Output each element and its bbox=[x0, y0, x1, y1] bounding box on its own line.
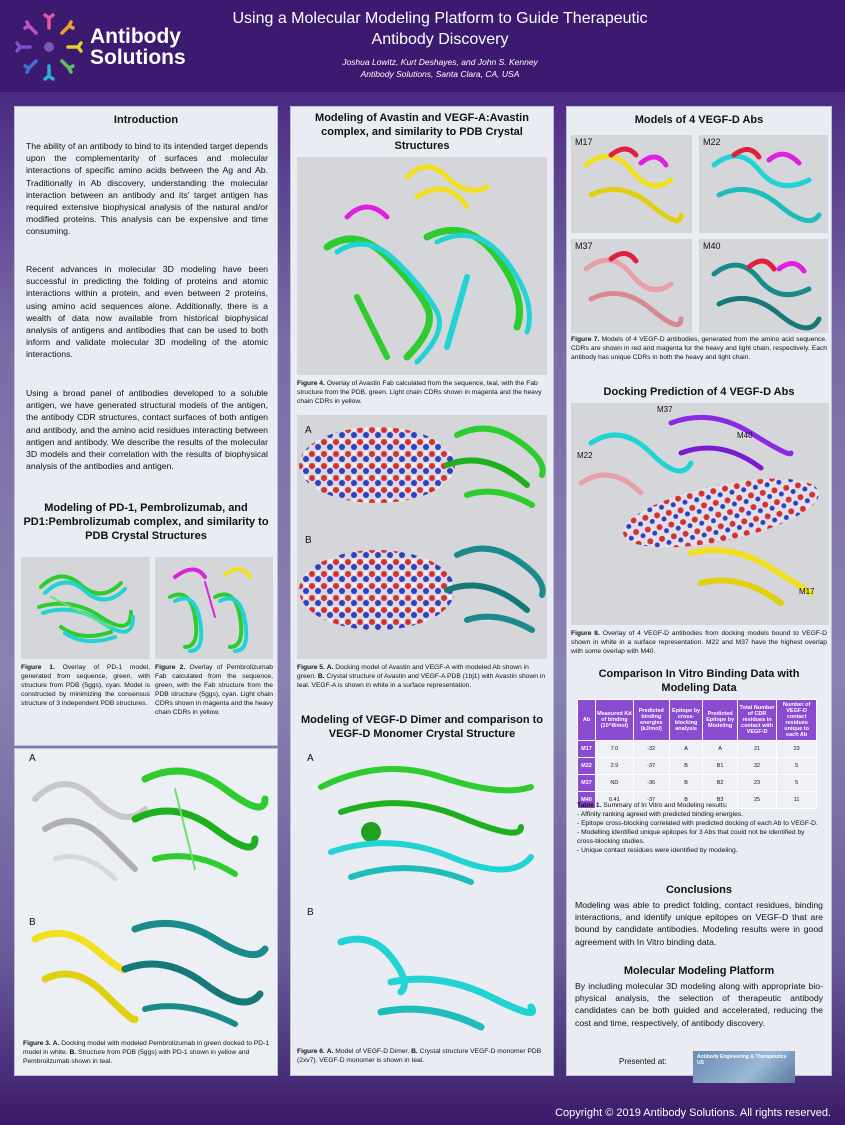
figure-5-caption bbox=[297, 663, 547, 690]
figure-6-caption bbox=[297, 1047, 547, 1065]
list-item: - Epitope cross-blocking correlated with predicted docking of each Ab to VEGF-D. bbox=[577, 820, 818, 827]
figure-2-text: Overlay of Pembrolizumab Fab calculated from the sequence, green, with the Fab structure from the PDB structure (5ggs), cyan. Light chain CDRs shown in magenta and the heavy chain CDRs in yellow. bbox=[155, 664, 274, 716]
table-1-title bbox=[577, 801, 823, 810]
figure-3-b-label: B. bbox=[69, 1049, 77, 1056]
figure-3-label: Figure 3. bbox=[23, 1040, 51, 1047]
authors: Joshua Lowitz, Kurt Deshayes, and John S. Kenney bbox=[342, 57, 538, 67]
figure-7-caption bbox=[571, 335, 827, 362]
figure-4-caption bbox=[297, 379, 547, 406]
figure-7-label: Figure 7. bbox=[571, 336, 600, 343]
binding-table bbox=[577, 699, 817, 809]
model-m40-image bbox=[699, 239, 828, 333]
model-m22-label: M22 bbox=[703, 137, 721, 147]
figure-3-a-label: A. bbox=[52, 1040, 60, 1047]
figure-4-text: Overlay of Avastin Fab calculated from the sequence, teal, with the Fab structure from the PDB, green. Light chain CDRs shown in magenta and the heavy chain CDRs in yellow. bbox=[297, 380, 542, 405]
table-cell: M22 bbox=[578, 758, 596, 775]
figure-6-b-text: Crystal structure VEGF-D monomer PDB (2xv7). VEGF-D monomer is shown in teal. bbox=[297, 1048, 542, 1064]
model-m17-image bbox=[571, 135, 692, 233]
table-cell: B2 bbox=[703, 775, 737, 792]
table-cell: A bbox=[669, 741, 703, 758]
intro-paragraph-3: Using a broad panel of antibodies developed to a soluble antigen, we have generated structural models of the antigen, the antibody CDR structures, contact surfaces of both antigen and antibody, and the amino acid residues interacting between antigen and antibody. We describe the results of the molecular 3D models and their correlation with the results of biophysical analysis of the antibodies and antigen. bbox=[26, 388, 268, 472]
figure-1-caption bbox=[21, 663, 150, 708]
figure-5-b-text: Crystal structure of Avastin and VEGF-A PDB (1bj1) with Avastin shown in teal. VEGF-A is shown in white in a surface representation. bbox=[297, 673, 546, 689]
figure-3b-image bbox=[25, 909, 269, 1034]
table-cell: B bbox=[669, 775, 703, 792]
table-cell: -37 bbox=[633, 792, 669, 809]
binding-heading: Comparison In Vitro Binding Data with Modeling Data bbox=[598, 668, 800, 694]
figure-8-label: Figure 8. bbox=[571, 630, 600, 637]
table-cell: 11 bbox=[777, 792, 817, 809]
docking-label-m37: M37 bbox=[657, 405, 673, 414]
figure-4-label: Figure 4. bbox=[297, 380, 325, 387]
figure-6-a-label: A. bbox=[326, 1048, 334, 1055]
table-cell: B3 bbox=[703, 792, 737, 809]
docking-label-m17: M17 bbox=[799, 587, 815, 596]
model-m40-label: M40 bbox=[703, 241, 721, 251]
brand-name: Antibody Solutions bbox=[90, 25, 186, 69]
list-item: - Modelling identified unique epitopes for 3 Abs that could not be identified by cross-blocking studies. bbox=[577, 829, 805, 845]
table-row bbox=[578, 758, 817, 775]
models-heading: Models of 4 VEGF-D Abs bbox=[634, 114, 764, 126]
conclusions-heading: Conclusions bbox=[665, 884, 732, 896]
antibody-solutions-logo-icon bbox=[14, 12, 84, 82]
figure-6a-image bbox=[301, 757, 545, 887]
poster-header bbox=[0, 0, 845, 92]
table-cell: B1 bbox=[703, 758, 737, 775]
table-1-text: Summary of In Vitro and Modeling results: bbox=[603, 802, 728, 809]
figure-3-a-text: Docking model with modeled Pembrolizumab in green docked to PD-1 model in white. bbox=[23, 1040, 270, 1056]
binding-table-wrap bbox=[577, 699, 817, 809]
figure-8-caption bbox=[571, 629, 827, 656]
table-cell: 5 bbox=[777, 775, 817, 792]
presented-at-label: Presented at: bbox=[619, 1057, 667, 1066]
table-cell: 25 bbox=[737, 792, 776, 809]
model-m22-image bbox=[699, 135, 828, 233]
conference-badge bbox=[693, 1051, 795, 1083]
binding-table-header-row bbox=[578, 700, 817, 741]
intro-paragraph-2: Recent advances in molecular 3D modeling have been successful in predicting the folding of proteins and atomic interactions within a protein, and even between 2 proteins, using amino acid sequences alone. Additionally, there is a wealth of data now available from historical biophysical analysis of antigens and antibodies that can be used to both inform and validate molecular 3D modeling of the atomic interactions. bbox=[26, 264, 268, 360]
model-m17-label: M17 bbox=[575, 137, 593, 147]
model-m37-label: M37 bbox=[575, 241, 593, 251]
table-cell: M17 bbox=[578, 741, 596, 758]
table-cell: 32 bbox=[737, 758, 776, 775]
table-cell: 5 bbox=[777, 758, 817, 775]
figure-6-a-text: Model of VEGF-D Dimer. bbox=[335, 1048, 410, 1055]
column-right bbox=[566, 106, 832, 1076]
table-row bbox=[578, 741, 817, 758]
figure-5-b-label: B. bbox=[317, 673, 325, 680]
figure-3-panel-a: A bbox=[29, 753, 36, 764]
table-cell: M37 bbox=[578, 775, 596, 792]
binding-col-ab: Ab bbox=[578, 700, 596, 741]
table-cell: -36 bbox=[633, 775, 669, 792]
list-item: - Affinity ranking agreed with predicted binding energies. bbox=[577, 811, 744, 818]
pd1-heading: Modeling of PD-1, Pembrolizumab, and PD1:Pembrolizumab complex, and similarity to PDB Crystal Structures bbox=[23, 502, 269, 542]
docking-heading: Docking Prediction of 4 VEGF-D Abs bbox=[603, 386, 795, 398]
figure-1-image bbox=[21, 557, 150, 659]
figure-5-panel-b: B bbox=[305, 535, 312, 546]
table-cell: 23 bbox=[737, 775, 776, 792]
figure-6b-image bbox=[301, 912, 545, 1042]
table-cell: 21 bbox=[737, 741, 776, 758]
table-cell: A bbox=[703, 741, 737, 758]
table-cell: -37 bbox=[633, 758, 669, 775]
binding-col-crossblock: Epitope by cross-blocking analysis bbox=[669, 700, 703, 741]
figure-1-label: Figure 1. bbox=[21, 664, 55, 671]
figure-3-panel-b: B bbox=[29, 917, 36, 928]
binding-col-energy: Predicted binding energies (kJ/mol) bbox=[633, 700, 669, 741]
column-middle bbox=[290, 106, 554, 1076]
affiliation: Antibody Solutions, Santa Clara, CA, USA bbox=[360, 69, 520, 79]
docking-label-m40: M40 bbox=[737, 431, 753, 440]
binding-col-predicted-epitope: Predicted Epitope by Modeling bbox=[703, 700, 737, 741]
intro-paragraph-1: The ability of an antibody to bind to its intended target depends upon the complementarity of surfaces and molecular interactions of specific amino acids between the Ag and Ab. Traditionally in Ab discovery, understanding the molecular interaction between an antibody and its' target antigen has required extensive biophysical analysis of the natural and/or modified proteins. This analysis can be expensive and time consuming. bbox=[26, 141, 268, 237]
list-item: - Unique contact residues were identified by modeling. bbox=[577, 847, 738, 854]
table-cell: B bbox=[669, 792, 703, 809]
table-row bbox=[578, 775, 817, 792]
platform-heading: Molecular Modeling Platform bbox=[623, 965, 775, 977]
copyright-footer: Copyright © 2019 Antibody Solutions. All rights reserved. bbox=[555, 1107, 831, 1119]
figure-5-a-label: A. bbox=[326, 664, 334, 671]
binding-col-cdr-contacts: Total Number of CDR residues in contact with VEGF-D bbox=[737, 700, 776, 741]
table-cell: B bbox=[669, 758, 703, 775]
table-cell: 0.41 bbox=[596, 792, 634, 809]
figure-3-b-text: Structure from PDB (5ggs) with PD-1 shown in yellow and Pembroilzumab shown in teal. bbox=[23, 1049, 250, 1065]
table-cell: 7.0 bbox=[596, 741, 634, 758]
platform-text: By including molecular 3D modeling along with appropriate bio-physical analysis, the selection of therapeutic antibody candidates can be both guided and accelerated, reducing the cost and time, respectively, of antibody discovery. bbox=[575, 981, 823, 1028]
docking-label-m22: M22 bbox=[577, 451, 593, 460]
table-1-caption bbox=[577, 801, 823, 855]
figure-2-caption bbox=[155, 663, 273, 717]
table-cell: ND bbox=[596, 775, 634, 792]
column-left bbox=[14, 106, 278, 746]
figure-6-panel-a: A bbox=[307, 753, 314, 764]
intro-heading: Introduction bbox=[113, 114, 179, 126]
figure-5-panel-a: A bbox=[305, 425, 312, 436]
binding-col-kd: Measured Kd of binding (10^8/mol) bbox=[596, 700, 634, 741]
figure-3-panel bbox=[14, 748, 278, 1076]
conference-name: Antibody Engineering & Therapeutics US bbox=[697, 1054, 787, 1066]
figure-5-image bbox=[297, 415, 547, 659]
figure-8-image bbox=[571, 403, 829, 625]
table-cell: 23 bbox=[777, 741, 817, 758]
binding-col-unique-residues: Number of VEGF-D contact residues unique to each Ab bbox=[777, 700, 817, 741]
figure-5-a-text: Docking model of Avastin and VEGF-A with modeled Ab shown in green. bbox=[297, 664, 529, 680]
vegfd-heading: Modeling of VEGF-D Dimer and comparison to VEGF-D Monomer Crystal Structure bbox=[300, 714, 543, 740]
author-block bbox=[230, 56, 650, 80]
figure-3a-image bbox=[25, 759, 269, 894]
model-m37-image bbox=[571, 239, 692, 333]
table-1-notes bbox=[577, 810, 823, 855]
table-1-label: Table 1. bbox=[577, 802, 602, 809]
figure-5-label: Figure 5. bbox=[297, 664, 325, 671]
avastin-heading: Modeling of Avastin and VEGF-A:Avastin complex, and similarity to PDB Crystal Structures bbox=[315, 112, 529, 152]
figure-6-label: Figure 6. bbox=[297, 1048, 325, 1055]
figure-2-image bbox=[155, 557, 273, 659]
table-cell: -32 bbox=[633, 741, 669, 758]
figure-6-b-label: B. bbox=[411, 1048, 418, 1055]
figure-4-image bbox=[297, 157, 547, 375]
table-cell: 2.9 bbox=[596, 758, 634, 775]
conclusions-text: Modeling was able to predict folding, contact residues, binding interactions, and identify unique epitopes on VEGF-D that are bound by candidate antibodies. Modeling results were in good agreement with In Vitro binding data. bbox=[575, 900, 823, 947]
figure-7-text: Models of 4 VEGF-D antibodies, generated from the amino acid sequence. CDRs are shown in red and magenta for the heavy and light chain, respectively. Each antibody has unique CDRs in both the heavy and light chain. bbox=[571, 336, 827, 361]
figure-2-label: Figure 2. bbox=[155, 664, 186, 671]
figure-3-caption bbox=[23, 1039, 271, 1066]
figure-1-text: Overlay of PD-1 model, generated from sequence, green, with structure from PDB (5ggs), cyan. Model is constructed by minimizing the consensus structure of 3 independent PDB structures. bbox=[21, 664, 150, 707]
table-cell: M40 bbox=[578, 792, 596, 809]
figure-6-panel-b: B bbox=[307, 907, 314, 918]
poster-title: Using a Molecular Modeling Platform to Guide Therapeutic Antibody Discovery bbox=[232, 10, 648, 48]
figure-8-text: Overlay of 4 VEGF-D antibodies from docking models bound to VEGF-D shown in white in a surface representation. M22 and M37 have the highest overlap with some overlap with M40. bbox=[571, 630, 828, 655]
